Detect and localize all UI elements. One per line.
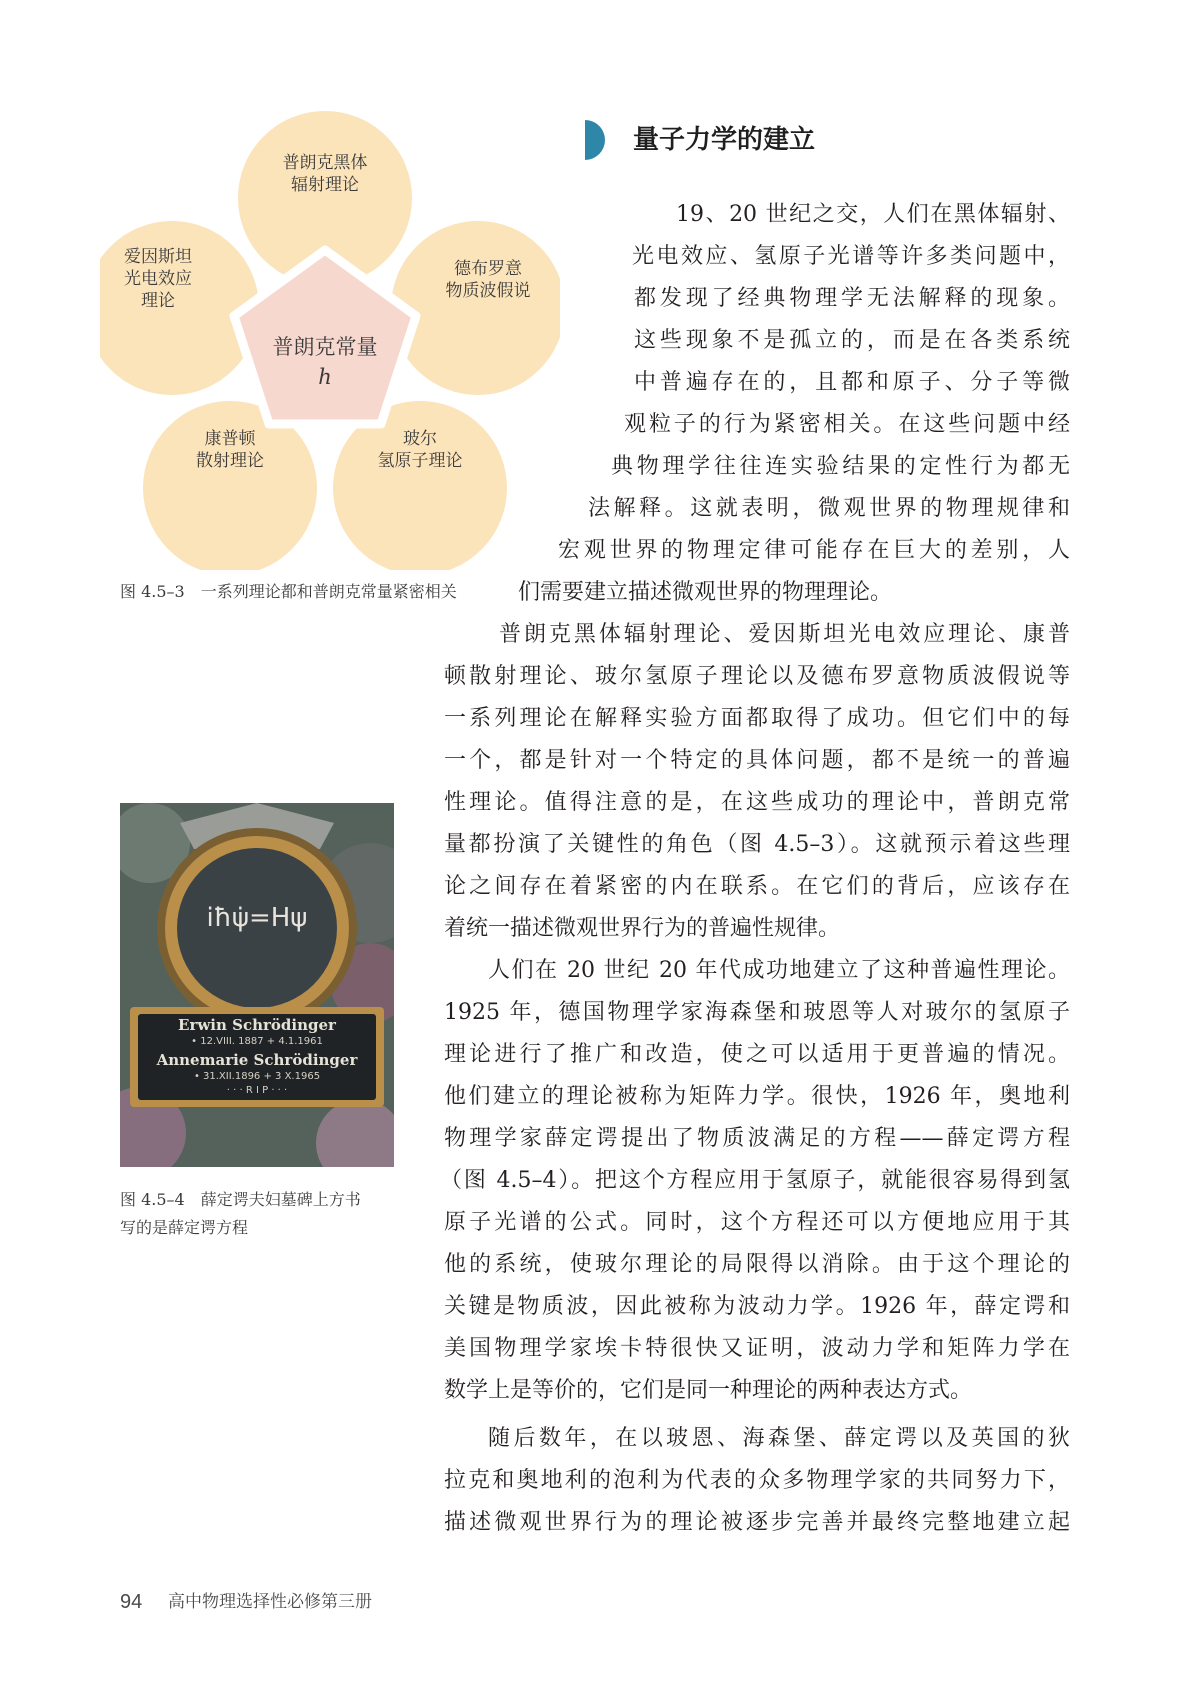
text-line: 人们在 20 世纪 20 年代成功地建立了这种普遍性理论。 [488,958,1070,983]
text-line: 理论进行了推广和改造，使之可以适用于更普遍的情况。 [444,1042,1070,1067]
text-line: 都发现了经典物理学无法解释的现象。 [634,286,1070,311]
photo-rip: · · · R I P · · · [226,1085,288,1096]
text-line: 1925 年，德国物理学家海森堡和玻恩等人对玻尔的氢原子 [444,1000,1070,1025]
book-title: 高中物理选择性必修第三册 [168,1592,372,1612]
text-line: 关键是物质波，因此被称为波动力学。1926 年，薛定谔和 [444,1294,1070,1319]
section-marker-icon [585,120,611,160]
petal-label-compton: 康普顿 散射理论 [196,429,264,471]
figure-4-5-4-caption: 图 4.5–4 薛定谔夫妇墓碑上方书 写的是薛定谔方程 [120,1190,361,1237]
petal-label-debroglie: 德布罗意 物质波假说 [445,259,531,301]
text-line: 典物理学往往连实验结果的定性行为都无 [611,454,1070,479]
photo-name-erwin: Erwin Schrödinger [178,1016,336,1034]
text-line: 法解释。这就表明，微观世界的物理规律和 [588,496,1070,521]
text-line: 19、20 世纪之交，人们在黑体辐射、 [676,202,1070,227]
text-line: 光电效应、氢原子光谱等许多类问题中， [632,244,1070,269]
schrodinger-gravestone-photo [120,803,394,1167]
text-line: 观粒子的行为紧密相关。在这些问题中经 [624,412,1070,437]
text-line: 拉克和奥地利的泡利为代表的众多物理学家的共同努力下， [444,1468,1070,1493]
figure-4-5-3-caption: 图 4.5–3 一系列理论都和普朗克常量紧密相关 [120,582,457,601]
text-line: 量都扮演了关键性的角色（图 4.5–3）。这就预示着这些理 [444,832,1070,857]
petal-label-bohr: 玻尔 氢原子理论 [377,429,463,471]
planck-constant-diagram [100,110,560,570]
text-line: 顿散射理论、玻尔氢原子理论以及德布罗意物质波假说等 [444,664,1070,689]
text-line: 一个，都是针对一个特定的具体问题，都不是统一的普遍 [444,748,1070,773]
center-label: 普朗克常量 h [272,335,378,389]
text-line: 描述微观世界行为的理论被逐步完善并最终完整地建立起 [444,1510,1070,1535]
petal-label-einstein: 爱因斯坦 光电效应 理论 [124,247,192,311]
text-line: 性理论。值得注意的是，在这些成功的理论中，普朗克常 [444,790,1070,815]
text-line: （图 4.5–4）。把这个方程应用于氢原子，就能很容易得到氢 [440,1168,1070,1193]
text-line: 们需要建立描述微观世界的物理理论。 [518,580,893,605]
text-line: 论之间存在着紧密的内在联系。在它们的背后，应该存在 [444,874,1070,899]
text-line: 随后数年，在以玻恩、海森堡、薛定谔以及英国的狄 [488,1426,1070,1451]
photo-dates-erwin: • 12.VIII. 1887 + 4.1.1961 [191,1036,323,1047]
gravestone-illustration [120,803,394,1167]
text-line: 原子光谱的公式。同时，这个方程还可以方便地应用于其 [444,1210,1070,1235]
page-number: 94 [120,1591,143,1613]
photo-name-annemarie: Annemarie Schrödinger [156,1051,358,1069]
text-line: 着统一描述微观世界行为的普遍性规律。 [444,916,841,941]
text-line: 他们建立的理论被称为矩阵力学。很快，1926 年，奥地利 [444,1084,1070,1109]
petal-label-blackbody: 普朗克黑体 辐射理论 [282,153,368,195]
text-line: 他的系统，使玻尔理论的局限得以消除。由于这个理论的 [444,1252,1070,1277]
text-line: 一系列理论在解释实验方面都取得了成功。但它们中的每 [444,706,1070,731]
photo-equation: iħψ̇=Hψ [206,903,308,933]
section-title: 量子力学的建立 [633,125,816,155]
text-line: 这些现象不是孤立的，而是在各类系统 [634,328,1070,353]
section-header [585,118,1085,162]
text-line: 物理学家薛定谔提出了物质波满足的方程——薛定谔方程 [444,1126,1070,1151]
text-line: 中普遍存在的，且都和原子、分子等微 [634,370,1070,395]
text-line: 宏观世界的物理定律可能存在巨大的差别，人 [558,538,1070,563]
text-line: 美国物理学家埃卡特很快又证明，波动力学和矩阵力学在 [444,1336,1070,1361]
text-line: 普朗克黑体辐射理论、爱因斯坦光电效应理论、康普 [499,622,1070,647]
page-footer [120,1587,620,1617]
text-line: 数学上是等价的，它们是同一种理论的两种表达方式。 [444,1378,973,1403]
photo-dates-annemarie: • 31.XII.1896 + 3 X.1965 [193,1071,321,1082]
